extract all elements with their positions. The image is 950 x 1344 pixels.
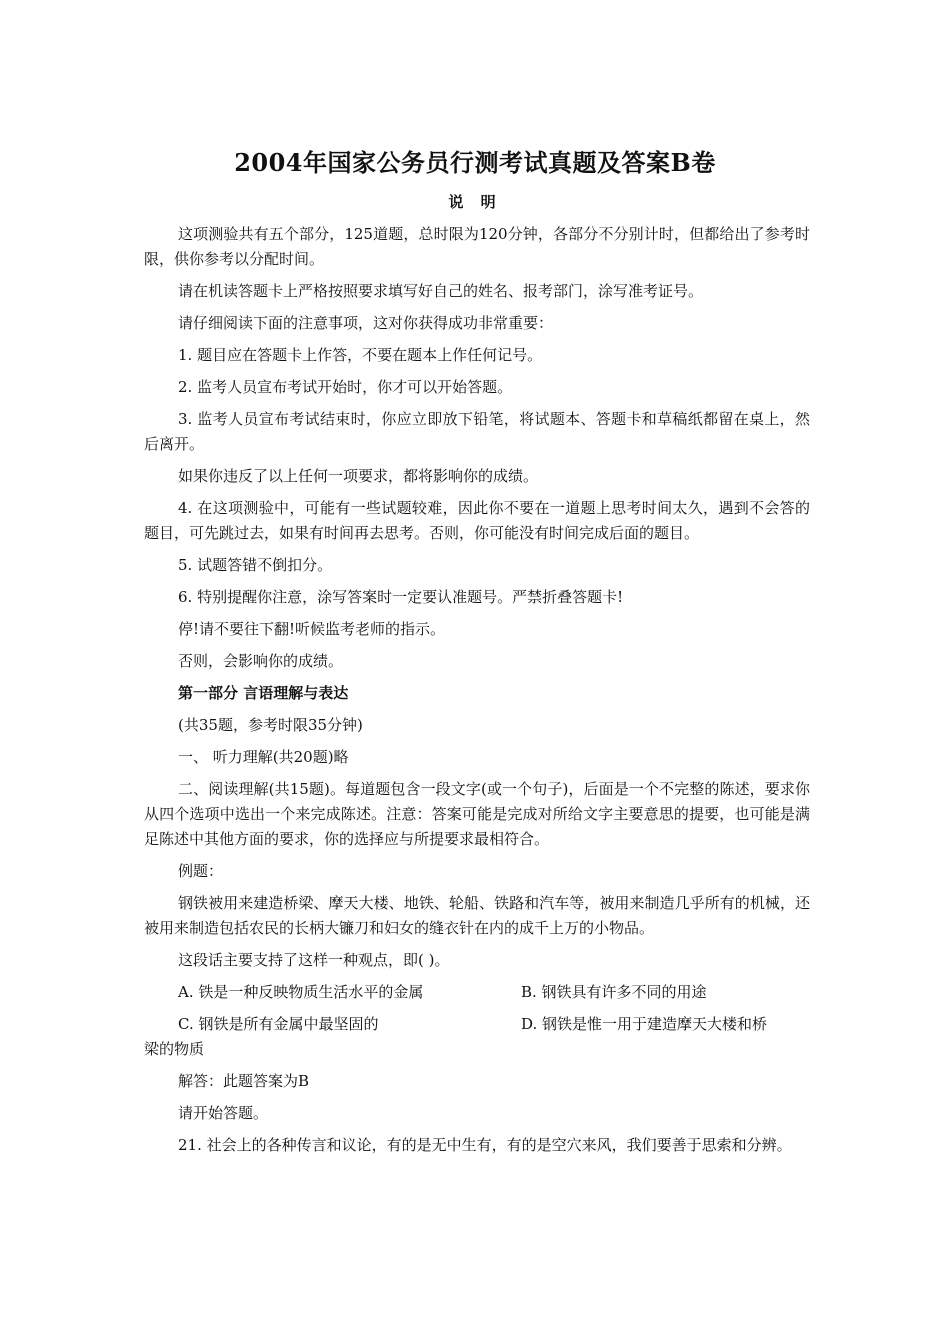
option-b: B. 钢铁具有许多不同的用途 bbox=[521, 983, 707, 1001]
rule-item: 1. 题目应在答题卡上作答，不要在题本上作任何记号。 bbox=[178, 346, 543, 364]
intro-paragraph: 停!请不要往下翻!听候监考老师的指示。 bbox=[178, 620, 446, 638]
document-title: 2004年国家公务员行测考试真题及答案B卷 bbox=[234, 148, 716, 177]
rule-item: 2. 监考人员宣布考试开始时，你才可以开始答题。 bbox=[178, 378, 513, 396]
option-c: C. 钢铁是所有金属中最坚固的 bbox=[178, 1015, 379, 1033]
intro-paragraph: 请仔细阅读下面的注意事项，这对你获得成功非常重要： bbox=[178, 314, 554, 332]
intro-paragraph: 否则，会影响你的成绩。 bbox=[178, 652, 344, 670]
option-d-continuation: 梁的物质 bbox=[144, 1040, 205, 1058]
part-heading: 一、 听力理解(共20题)略 bbox=[178, 748, 349, 766]
part-description: 二、阅读理解(共15题)。每道题包含一段文字(或一个句子)，后面是一个不完整的陈述，要求你从四个选项中选出一个来完成陈述。注意：答案可能是完成对所给文字主要意思的提要，也可能是满足陈述中其他方面的要求，你的选择应与所提要求最相符合。 bbox=[144, 780, 810, 848]
section-heading: 第一部分 言语理解与表达 bbox=[178, 684, 349, 702]
options-row bbox=[144, 980, 810, 1005]
example-label: 例题： bbox=[178, 862, 224, 880]
rule-item: 3. 监考人员宣布考试结束时，你应立即放下铅笔，将试题本、答题卡和草稿纸都留在桌上，然后离开。 bbox=[144, 410, 810, 453]
instructions-heading: 说 明 bbox=[448, 193, 502, 211]
example-text: 钢铁被用来建造桥梁、摩天大楼、地铁、轮船、铁路和汽车等，被用来制造几乎所有的机械，还被用来制造包括农民的长柄大镰刀和妇女的缝衣针在内的成千上万的小物品。 bbox=[144, 894, 810, 937]
rule-item: 5. 试题答错不倒扣分。 bbox=[178, 556, 333, 574]
question-21: 21. 社会上的各种传言和议论，有的是无中生有，有的是空穴来风，我们要善于思索和分辨。 bbox=[178, 1136, 792, 1154]
document-body bbox=[144, 222, 810, 1165]
options-row bbox=[144, 1012, 810, 1062]
start-instruction: 请开始答题。 bbox=[178, 1104, 269, 1122]
example-answer: 解答：此题答案为B bbox=[178, 1072, 310, 1090]
rule-item: 4. 在这项测验中，可能有一些试题较难，因此你不要在一道题上思考时间太久，遇到不会答的题目，可先跳过去，如果有时间再去思考。否则，你可能没有时间完成后面的题目。 bbox=[144, 499, 810, 542]
rule-item: 6. 特别提醒你注意，涂写答案时一定要认准题号。严禁折叠答题卡! bbox=[178, 588, 624, 606]
option-a: A. 铁是一种反映物质生活水平的金属 bbox=[178, 983, 424, 1001]
intro-paragraph: 请在机读答题卡上严格按照要求填写好自己的姓名、报考部门，涂写准考证号。 bbox=[178, 282, 704, 300]
example-question: 这段话主要支持了这样一种观点，即( )。 bbox=[178, 951, 450, 969]
option-d: D. 钢铁是惟一用于建造摩天大楼和桥 bbox=[521, 1015, 768, 1033]
intro-paragraph: 这项测验共有五个部分，125道题，总时限为120分钟，各部分不分别计时，但都给出了参考时限，供你参考以分配时间。 bbox=[144, 225, 810, 268]
intro-paragraph: 如果你违反了以上任何一项要求，都将影响你的成绩。 bbox=[178, 467, 539, 485]
section-note: (共35题，参考时限35分钟) bbox=[178, 716, 363, 734]
